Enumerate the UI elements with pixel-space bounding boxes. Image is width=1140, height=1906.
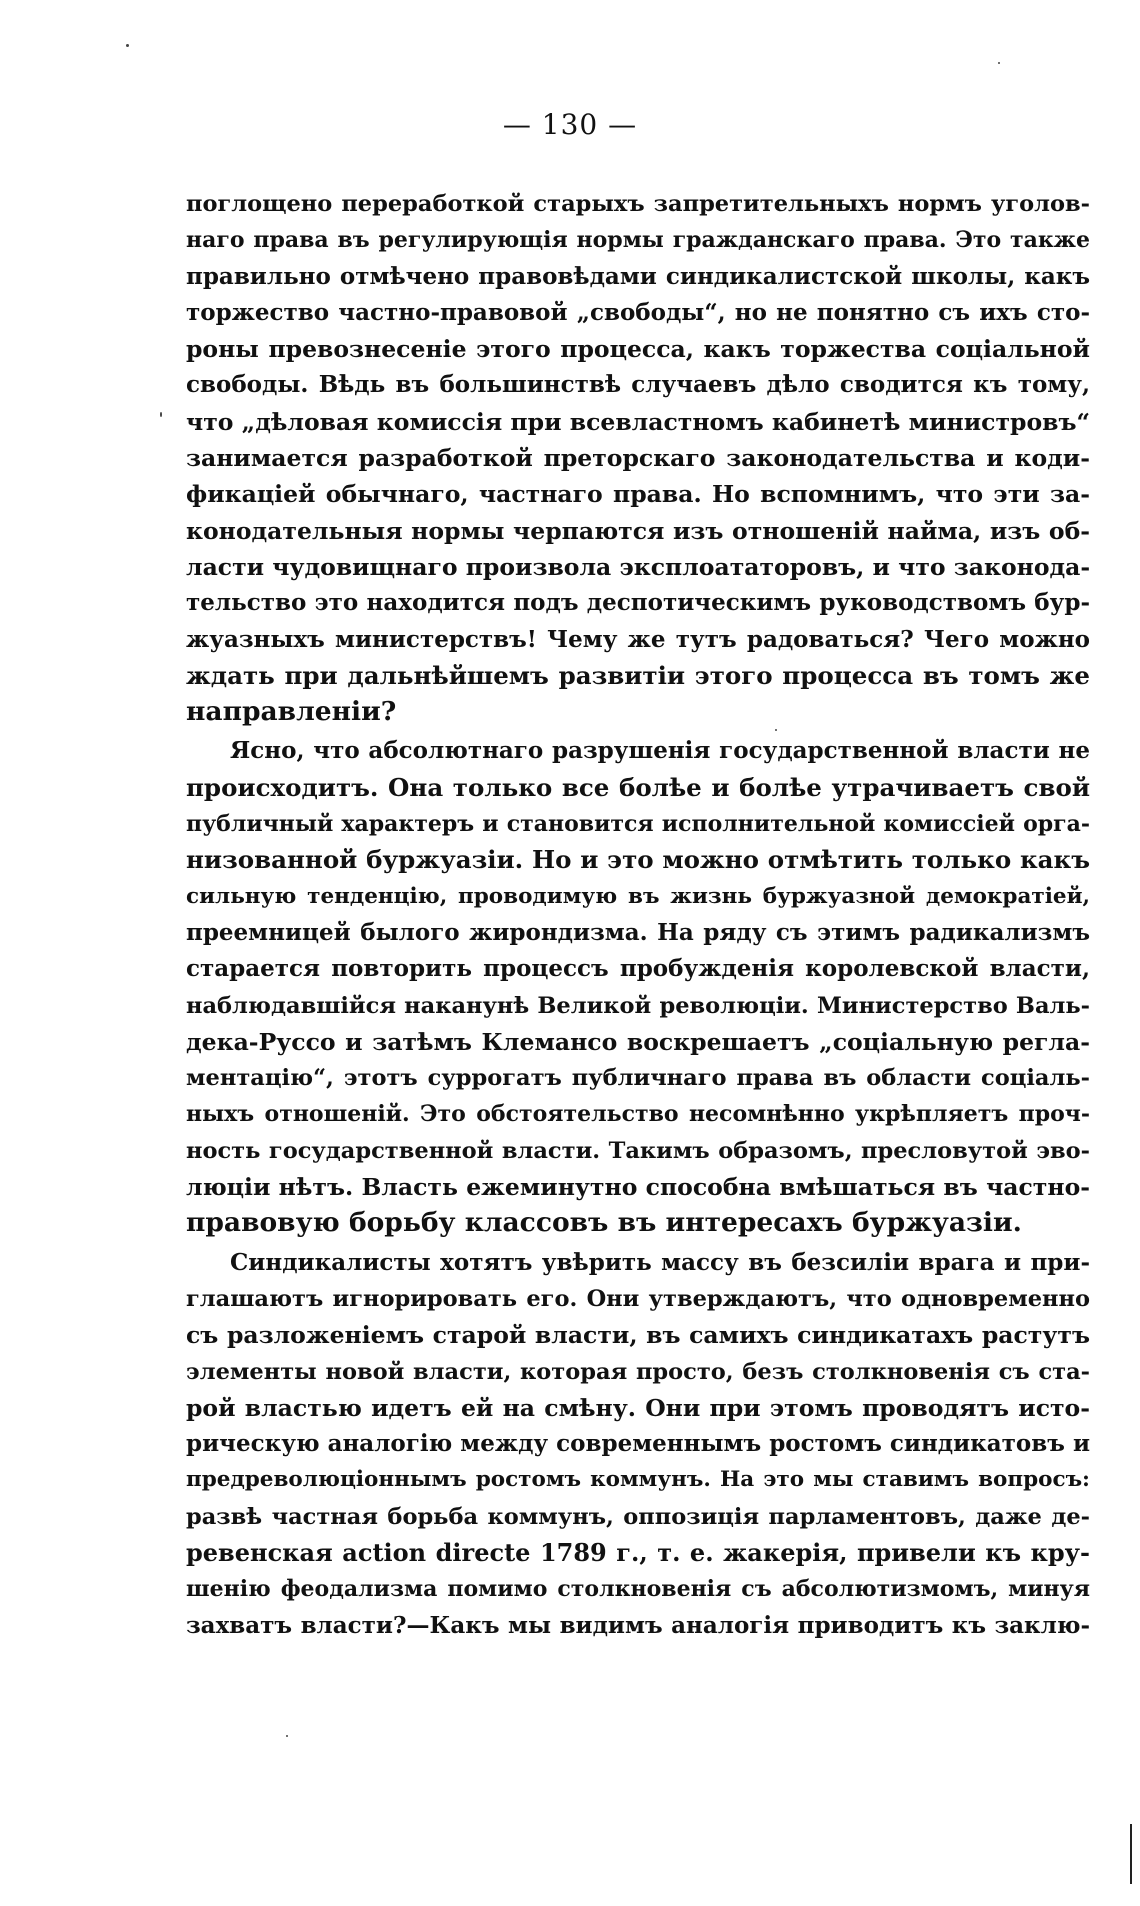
scan-speck: [775, 729, 777, 731]
scan-edge-mark: [1130, 1824, 1132, 1884]
text-line: происходитъ. Она только все болѣе и болѣе утрачиваетъ свой: [186, 772, 1090, 802]
text-line: наго права въ регулирующія нормы гражданскаго права. Это также: [186, 227, 1090, 254]
text-line: развѣ частная борьба коммунъ, оппозиція парламентовъ, даже де-: [186, 1503, 1090, 1530]
text-line: преемницей былого жирондизма. На ряду съ этимъ радикализмъ: [186, 918, 1090, 946]
text-line: рой властью идетъ ей на смѣну. Они при этомъ проводятъ исто-: [186, 1393, 1090, 1422]
text-line: фикаціей обычнаго, частнаго права. Но вспомнимъ, что эти за-: [186, 480, 1090, 509]
text-line: люціи нѣтъ. Власть ежеминутно способна вмѣшаться въ частно-: [186, 1173, 1090, 1202]
text-line: рическую аналогію между современнымъ ростомъ синдикатовъ и: [186, 1430, 1090, 1458]
text-line: конодательныя нормы черпаются изъ отношеній найма, изъ об-: [186, 516, 1090, 545]
text-line: что „дѣловая комиссія при всевластномъ кабинетѣ министровъ“: [186, 407, 1090, 436]
text-line: элементы новой власти, которая просто, безъ столкновенія съ ста-: [186, 1358, 1090, 1385]
text-line: ментацію“, этотъ суррогатъ публичнаго права въ области соціаль-: [186, 1065, 1090, 1092]
text-line: старается повторить процессъ пробужденія королевской власти,: [186, 955, 1090, 983]
text-line: роны превознесеніе этого процесса, какъ торжества соціальной: [186, 335, 1090, 364]
text-line: ревенская action directe 1789 г., т. е. жакерія, привели къ кру-: [186, 1537, 1090, 1567]
scan-speck: [160, 412, 162, 417]
text-line: правильно отмѣчено правовѣдами синдикалистской школы, какъ: [186, 262, 1090, 290]
paragraph: [186, 186, 1090, 730]
text-line: Синдикалисты хотятъ увѣрить массу въ безсиліи врага и при-: [230, 1248, 1090, 1276]
text-line: дека-Руссо и затѣмъ Клемансо воскрешаетъ „соціальную регла-: [186, 1027, 1090, 1056]
text-line: сильную тенденцію, проводимую въ жизнь буржуазной демократіей,: [186, 883, 1090, 909]
paragraph: [186, 733, 1090, 1241]
text-line: съ разложеніемъ старой власти, въ самихъ синдикатахъ растутъ: [186, 1321, 1090, 1350]
text-line: правовую борьбу классовъ въ интересахъ буржуазіи.: [186, 1207, 1022, 1239]
body-text: [186, 186, 1090, 1644]
text-line: поглощено переработкой старыхъ запретительныхъ нормъ уголов-: [186, 191, 1090, 217]
text-line: захватъ власти?—Какъ мы видимъ аналогія приводитъ къ заклю-: [186, 1611, 1090, 1639]
text-line: ждать при дальнѣйшемъ развитіи этого процесса въ томъ же: [186, 660, 1090, 690]
text-line: ласти чудовищнаго произвола эксплоататоровъ, и что законода-: [186, 552, 1091, 581]
text-line: низованной буржуазіи. Но и это можно отмѣтить только какъ: [186, 845, 1090, 875]
text-line: свободы. Вѣдь въ большинствѣ случаевъ дѣло сводится къ тому,: [186, 371, 1090, 399]
text-line: тельство это находится подъ деспотическимъ руководствомъ бур-: [186, 589, 1090, 617]
text-line: направленіи?: [186, 696, 397, 728]
text-line: торжество частно-правовой „свободы“, но не понятно съ ихъ сто-: [186, 298, 1090, 326]
text-line: Ясно, что абсолютнаго разрушенія государственной власти не: [230, 737, 1090, 765]
text-line: занимается разработкой преторскаго законодательства и коди-: [186, 444, 1090, 473]
scan-speck: [126, 44, 129, 47]
text-line: ныхъ отношеній. Это обстоятельство несомнѣнно укрѣпляетъ проч-: [186, 1101, 1090, 1128]
scan-speck: [998, 62, 1000, 64]
text-line: глашаютъ игнорировать его. Они утверждаютъ, что одновременно: [186, 1285, 1090, 1312]
text-line: жуазныхъ министерствъ! Чему же тутъ радоваться? Чего можно: [186, 625, 1090, 653]
text-line: ность государственной власти. Такимъ образомъ, пресловутой эво-: [186, 1137, 1090, 1164]
text-line: публичный характеръ и становится исполнительной комиссіей орга-: [186, 811, 1090, 838]
page-number: — 130 —: [502, 108, 638, 141]
text-line: предреволюціоннымъ ростомъ коммунъ. На это мы ставимъ вопросъ:: [186, 1467, 1090, 1493]
text-line: шенію феодализма помимо столкновенія съ абсолютизмомъ, минуя: [186, 1576, 1090, 1603]
scan-speck: [286, 1735, 288, 1737]
text-line: наблюдавшійся наканунѣ Великой революціи. Министерство Валь-: [186, 992, 1090, 1019]
paragraph: [186, 1245, 1090, 1644]
